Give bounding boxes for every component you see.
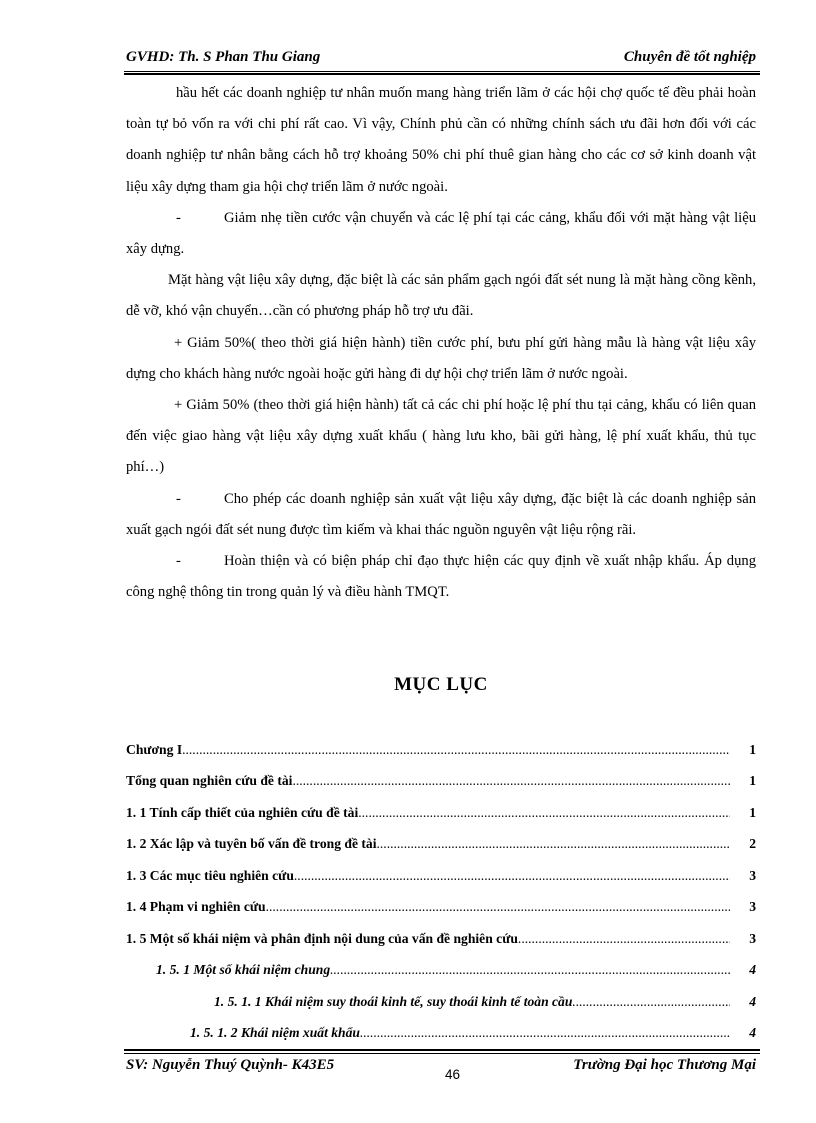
dash-marker: - xyxy=(176,209,181,226)
page-header xyxy=(126,49,756,71)
toc-entry[interactable] xyxy=(126,892,756,924)
body-text xyxy=(126,78,756,608)
toc-entry[interactable] xyxy=(126,860,756,892)
bullet-paragraph xyxy=(126,203,756,265)
toc-entry-text: 1. 5. 1. 1 Khái niệm suy thoái kinh tế, suy thoái kinh tế toàn cầu xyxy=(214,993,573,1009)
footer-rule-thick xyxy=(124,1049,760,1051)
toc-entry[interactable] xyxy=(126,1018,756,1050)
toc-entry-page: 3 xyxy=(749,899,756,915)
toc-leader xyxy=(294,868,730,884)
toc-entry-text: 1. 5. 1. 2 Khái niệm xuất khẩu xyxy=(190,1025,360,1041)
toc-entry-page: 3 xyxy=(749,930,756,946)
toc-entry-text: 1. 4 Phạm vi nghiên cứu xyxy=(126,899,266,915)
toc-entry-page: 1 xyxy=(749,773,756,789)
toc-entry-text: 1. 5 Một số khái niệm và phân định nội dung của vấn đề nghiên cứu xyxy=(126,930,518,946)
table-of-contents xyxy=(126,734,756,1049)
toc-entry-page: 3 xyxy=(749,867,756,883)
toc-leader xyxy=(572,994,730,1010)
header-rule-thick xyxy=(124,73,760,75)
toc-leader xyxy=(360,1025,730,1041)
footer-rule-thin xyxy=(124,1053,760,1054)
paragraph: Mặt hàng vật liệu xây dựng, đặc biệt là các sản phẩm gạch ngói đất sét nung là mặt hàng cồng kềnh, dễ vỡ, khó vận chuyển…cần có phương pháp hỗ trợ ưu đãi. xyxy=(126,272,756,320)
dash-marker: - xyxy=(176,553,181,570)
toc-entry[interactable] xyxy=(126,734,756,766)
toc-leader xyxy=(266,899,730,915)
toc-leader xyxy=(182,742,730,758)
toc-entry[interactable] xyxy=(126,797,756,829)
paragraph: + Giảm 50% (theo thời giá hiện hành) tất cả các chi phí hoặc lệ phí thu tại cảng, khẩu có liên quan đến việc giao hàng vật liệu xây dựng xuất khẩu ( hàng lưu kho, bãi gửi hàng, lệ phí xuất khẩu, thủ tục phí…) xyxy=(126,397,756,476)
footer-student: SV: Nguyễn Thuý Quỳnh- K43E5 xyxy=(126,1057,335,1073)
toc-entry-page: 2 xyxy=(749,836,756,852)
bullet-text: Hoàn thiện và có biện pháp chỉ đạo thực hiện các quy định về xuất nhập khẩu. Áp dụng công nghệ thông tin trong quản lý và điều hành TMQT. xyxy=(126,553,756,601)
header-advisor: GVHD: Th. S Phan Thu Giang xyxy=(126,49,321,65)
toc-entry-page: 1 xyxy=(749,741,756,757)
paragraph: + Giảm 50%( theo thời giá hiện hành) tiền cước phí, bưu phí gửi hàng mẫu là hàng vật liệu xây dựng cho khách hàng nước ngoài hoặc gửi hàng đi dự hội chợ triển lãm ở nước ngoài. xyxy=(126,334,756,382)
toc-leader xyxy=(518,931,730,947)
bullet-paragraph xyxy=(126,546,756,608)
toc-entry[interactable] xyxy=(126,955,756,987)
header-rule-thin xyxy=(124,71,760,72)
page-number: 46 xyxy=(445,1067,461,1082)
footer-university: Trường Đại học Thương Mại xyxy=(573,1057,756,1073)
toc-leader xyxy=(358,805,730,821)
toc-entry-text: 1. 5. 1 Một số khái niệm chung xyxy=(156,962,331,978)
toc-entry-page: 1 xyxy=(749,804,756,820)
toc-entry-text: Tổng quan nghiên cứu đề tài xyxy=(126,773,293,789)
toc-entry-page: 4 xyxy=(749,993,756,1009)
toc-entry-text: 1. 3 Các mục tiêu nghiên cứu xyxy=(126,867,294,883)
bullet-text: Cho phép các doanh nghiệp sản xuất vật liệu xây dựng, đặc biệt là các doanh nghiệp sản xuất gạch ngói đất sét nung được tìm kiếm và khai thác nguồn nguyên vật liệu rộng rãi. xyxy=(126,490,756,538)
page-footer xyxy=(126,1057,756,1079)
paragraph: hầu hết các doanh nghiệp tư nhân muốn mang hàng triển lãm ở các hội chợ quốc tế đều phải hoàn toàn tự bỏ vốn ra với chi phí rất cao. Vì vậy, Chính phủ cần có những chính sách ưu đãi hơn đối với các doanh nghiệp tư nhân bằng cách hỗ trợ khoảng 50% chi phí thuê gian hàng cho các cơ sở kinh doanh vật liệu xây dựng tham gia hội chợ triển lãm ở nước ngoài. xyxy=(126,85,756,195)
toc-entry[interactable] xyxy=(126,766,756,798)
toc-entry-text: 1. 2 Xác lập và tuyên bố vấn đề trong đề tài xyxy=(126,836,377,852)
dash-marker: - xyxy=(176,490,181,507)
toc-entry[interactable] xyxy=(126,923,756,955)
header-doc-type: Chuyên đề tốt nghiệp xyxy=(623,49,756,65)
toc-entry-text: Chương I xyxy=(126,741,183,757)
toc-entry[interactable] xyxy=(126,829,756,861)
toc-entry-text: 1. 1 Tính cấp thiết của nghiên cứu đề tài xyxy=(126,804,359,820)
toc-title: MỤC LỤC xyxy=(394,674,488,695)
toc-entry[interactable] xyxy=(126,986,756,1018)
toc-entry-page: 4 xyxy=(749,962,756,978)
bullet-text: Giảm nhẹ tiền cước vận chuyển và các lệ phí tại các cảng, khẩu đối với mặt hàng vật liệu xây dựng. xyxy=(126,209,756,258)
toc-entry-page: 4 xyxy=(749,1025,756,1041)
toc-leader xyxy=(292,773,730,789)
bullet-paragraph xyxy=(126,484,756,546)
toc-leader xyxy=(330,962,730,978)
toc-leader xyxy=(377,836,731,852)
